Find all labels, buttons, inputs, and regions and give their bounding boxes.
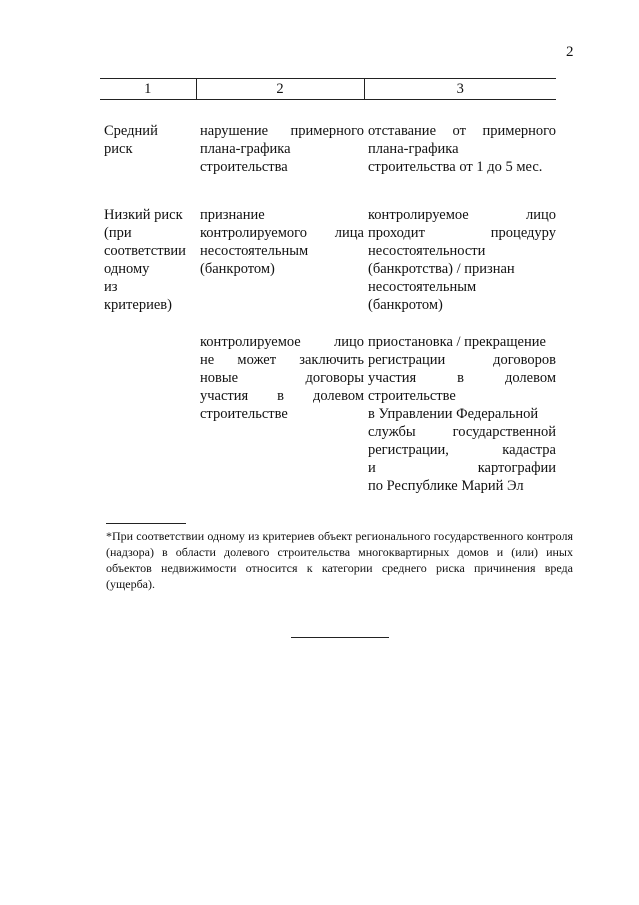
header-col-1: 1: [100, 79, 196, 100]
cell-line: строительства: [200, 159, 288, 175]
indicator-cell: [364, 176, 556, 314]
risk-category-cell: [100, 100, 196, 177]
table-row: [100, 100, 556, 177]
cell-line: (при: [104, 225, 132, 241]
cell-line: плана-графика: [200, 141, 291, 157]
footnote-separator: [106, 523, 186, 524]
criterion-cell: [196, 314, 364, 495]
cell-line: участия в долевом: [368, 370, 556, 386]
risk-category-cell: [100, 314, 196, 495]
cell-line: несостоятельности: [368, 243, 486, 259]
cell-line: несостоятельным: [200, 243, 309, 259]
cell-line: несостоятельным: [368, 279, 477, 295]
cell-line: и картографии: [368, 460, 556, 476]
cell-line: контролируемого лица: [200, 225, 364, 241]
cell-line: регистрации, кадастра: [368, 442, 556, 458]
page-number: 2: [566, 44, 574, 60]
cell-line: приостановка / прекращение: [368, 334, 546, 350]
criterion-cell: [196, 100, 364, 177]
cell-line: проходит процедуру: [368, 225, 556, 241]
cell-line: (банкротом): [200, 261, 275, 277]
cell-line: одному: [104, 261, 150, 277]
cell-line: (банкротства) / признан: [368, 261, 515, 277]
table-header-row: [100, 79, 556, 100]
risk-category-cell: [100, 176, 196, 314]
cell-line: признание: [200, 207, 265, 223]
cell-line: по Республике Марий Эл: [368, 478, 524, 494]
header-col-3: 3: [364, 79, 556, 100]
cell-line: Низкий риск: [104, 207, 183, 223]
cell-line: плана-графика: [368, 141, 459, 157]
cell-line: Средний: [104, 123, 158, 139]
cell-line: контролируемое лицо: [368, 207, 556, 223]
table-row: [100, 314, 556, 495]
cell-line: участия в долевом: [200, 388, 364, 404]
cell-line: риск: [104, 141, 133, 157]
cell-line: новые договоры: [200, 370, 364, 386]
cell-line: службы государственной: [368, 424, 556, 440]
end-of-document-line: [291, 637, 389, 638]
cell-line: нарушение примерного: [200, 123, 364, 139]
cell-line: контролируемое лицо: [200, 334, 364, 350]
cell-line: из: [104, 279, 118, 295]
table-row: [100, 176, 556, 314]
header-col-2: 2: [196, 79, 364, 100]
cell-line: в Управлении Федеральной: [368, 406, 539, 422]
cell-line: регистрации договоров: [368, 352, 556, 368]
cell-line: строительства от 1 до 5 мес.: [368, 159, 543, 175]
cell-line: отставание от примерного: [368, 123, 556, 139]
indicator-cell: [364, 100, 556, 177]
indicator-cell: [364, 314, 556, 495]
cell-line: соответствии: [104, 243, 186, 259]
cell-line: не может заключить: [200, 352, 364, 368]
cell-line: (банкротом): [368, 297, 443, 313]
footnote: *При соответствии одному из критериев объект регионального государственного контроля (надзора) в области долевого строительства многоквартирных домов и (или) иных объектов недвижимости относится к категории среднего риска причинения вреда (ущерба).: [106, 529, 573, 591]
cell-line: критериев): [104, 297, 172, 313]
cell-line: строительстве: [368, 388, 456, 404]
risk-table: [100, 78, 556, 495]
cell-line: строительстве: [200, 406, 288, 422]
criterion-cell: [196, 176, 364, 314]
